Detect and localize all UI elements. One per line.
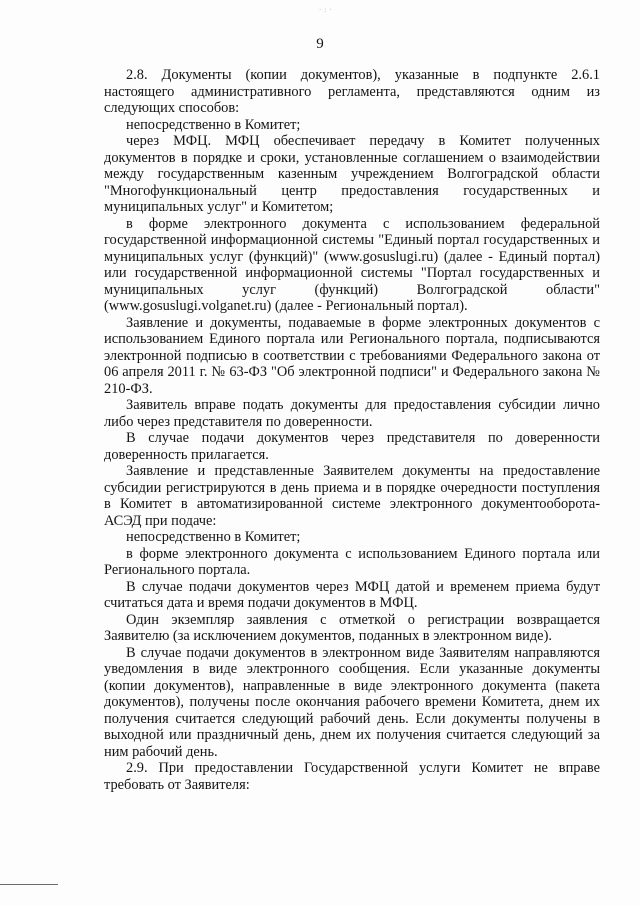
page-number: 9 bbox=[316, 36, 324, 52]
document-body bbox=[104, 67, 600, 793]
list-item-committee: непосредственно в Комитет; bbox=[126, 116, 301, 133]
paragraph-mfc-date: В случае подачи документов через МФЦ датой и временем приема будут считаться дата и время подачи документов в МФЦ. bbox=[104, 578, 600, 611]
paragraph-2-8: 2.8. Документы (копии документов), указанные в подпункте 2.6.1 настоящего административного регламента, представляются одним из следующих способов: bbox=[104, 67, 600, 116]
paragraph-2-9: 2.9. При предоставлении Государственной услуги Комитет не вправе требовать от Заявителя: bbox=[104, 760, 600, 793]
scan-noise-mark: ·:· bbox=[318, 6, 334, 14]
paragraph-copy-returned: Один экземпляр заявления с отметкой о регистрации возвращается Заявителю (за исключением документов, поданных в электронном виде). bbox=[104, 611, 600, 644]
list-item-electronic: в форме электронного документа с использованием федеральной государственной информационной системы "Единый портал государственных и муниципальных услуг (функций)" (www.gosuslugi.ru) (далее - Единый портал) или государственной информационной системы "Портал государственных и муниципальных услуг (функций) Волгоградской области" (www.gosuslugi.volganet.ru) (далее - Региональный портал). bbox=[104, 215, 600, 314]
list-item-committee-2: непосредственно в Комитет; bbox=[126, 529, 301, 545]
paragraph-signature: Заявление и документы, подаваемые в форме электронных документов с использованием Единого портала или Регионального портала, подписываются электронной подписью в соответствии с требованиями Федерального закона от 06 апреля 2011 г. № 63-ФЗ "Об электронной подписи" и Федерального закона № 210-ФЗ. bbox=[104, 314, 600, 397]
scan-edge-line bbox=[0, 884, 58, 885]
list-item-mfc: через МФЦ. МФЦ обеспечивает передачу в Комитет полученных документов в порядке и сроки, установленные соглашением о взаимодействии между государственным казенным учреждением Волгоградской области "Многофункциональный центр предоставления государственных и муниципальных услуг" и Комитетом; bbox=[104, 133, 600, 215]
list-item-electronic-2: в форме электронного документа с использованием Единого портала или Регионального портала. bbox=[104, 545, 600, 578]
paragraph-applicant-right: Заявитель вправе подать документы для предоставления субсидии лично либо через представителя по доверенности. bbox=[104, 397, 600, 430]
paragraph-registration: Заявление и представленные Заявителем документы на предоставление субсидии регистрируются в день приема и в порядке очередности поступления в Комитет в автоматизированной системе электронного документооборота- АСЭД при подаче: bbox=[104, 463, 600, 529]
paragraph-electronic-notice: В случае подачи документов в электронном виде Заявителям направляются уведомления в виде электронного сообщения. Если указанные документы (копии документов), направленные в виде электронного документа (пакета документов), получены после окончания рабочего времени Комитета, днем их получения считается следующий рабочий день. Если документы получены в выходной или праздничный день, днем их получения считается следующий за ним рабочий день. bbox=[104, 644, 600, 760]
paragraph-power-of-attorney: В случае подачи документов через представителя по доверенности доверенность прилагается. bbox=[104, 430, 600, 463]
